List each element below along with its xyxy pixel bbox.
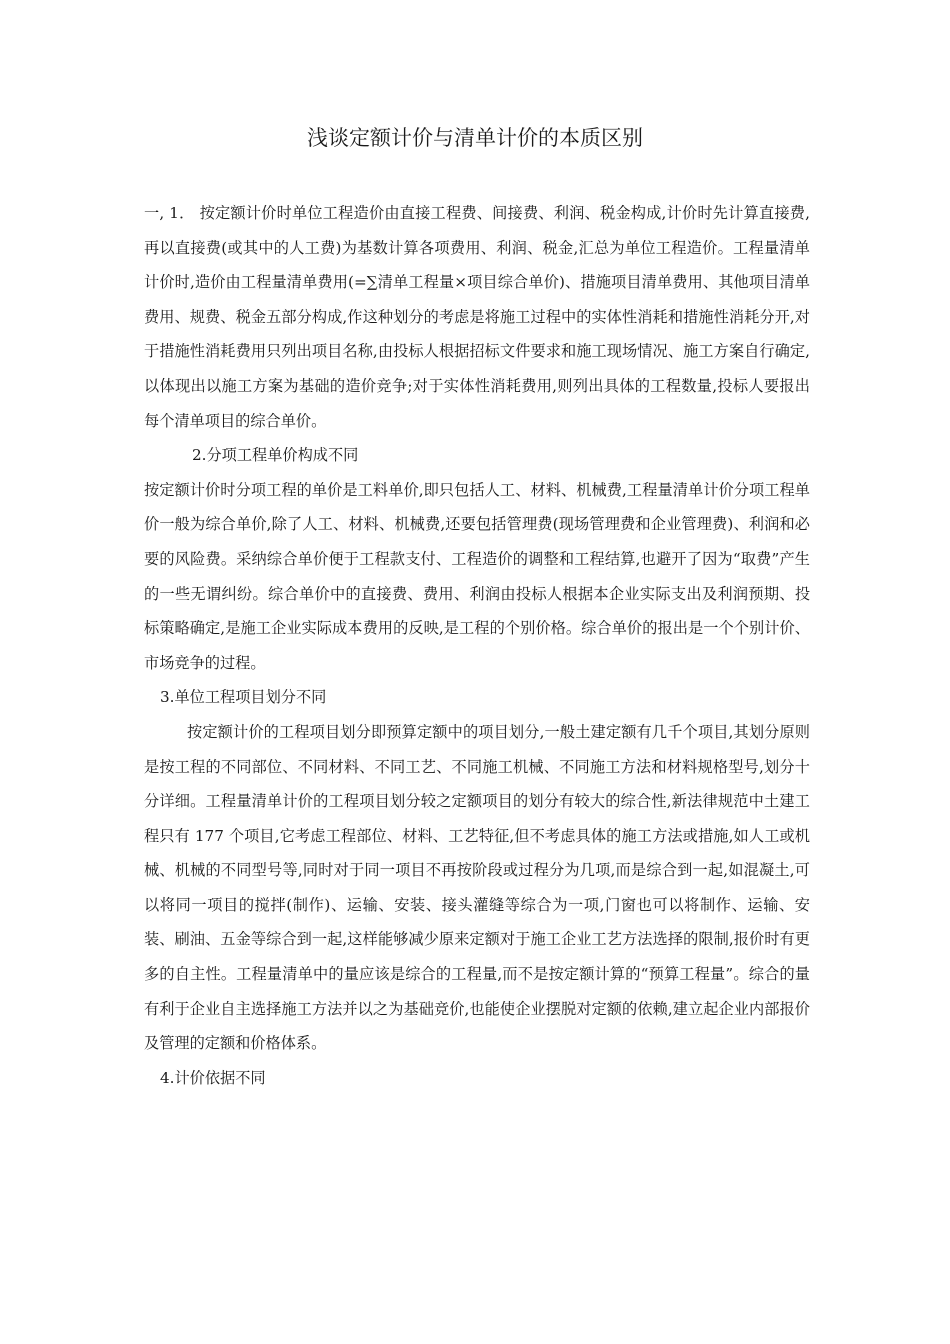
document-title: 浅谈定额计价与清单计价的本质区别 [307, 126, 643, 150]
paragraph-2: 按定额计价时分项工程的单价是工料单价,即只包括人工、材料、机械费,工程量清单计价分项工程单价一般为综合单价,除了人工、材料、机械费,还要包括管理费(现场管理费和企业管理费)、利润和必要的风险费。采纳综合单价便于工程款支付、工程造价的调整和工程结算,也避开了因为“取费”产生的一些无谓纠纷。综合单价中的直接费、费用、利润由投标人根据本企业实际支出及利润预期、投标策略确定,是施工企业实际成本费用的反映,是工程的个别价格。综合单价的报出是一个个别计价、市场竞争的过程。 [144, 480, 810, 672]
paragraph-1: 一, 1． 按定额计价时单位工程造价由直接工程费、间接费、利润、税金构成,计价时先计算直接费,再以直接费(或其中的人工费)为基数计算各项费用、利润、税金,汇总为单位工程造价。工程量清单计价时,造价由工程量清单费用(=∑清单工程量×项目综合单价)、措施项目清单费用、其他项目清单费用、规费、税金五部分构成,作这种划分的考虑是将施工过程中的实体性消耗和措施性消耗分开,对于措施性消耗费用只列出项目名称,由投标人根据招标文件要求和施工现场情况、施工方案自行确定,以体现出以施工方案为基础的造价竞争;对于实体性消耗费用,则列出具体的工程数量,投标人要报出每个清单项目的综合单价。 [144, 204, 810, 430]
paragraph-3: 按定额计价的工程项目划分即预算定额中的项目划分,一般土建定额有几千个项目,其划分原则是按工程的不同部位、不同材料、不同工艺、不同施工机械、不同施工方法和材料规格型号,划分十分详细。工程量清单计价的工程项目划分较之定额项目的划分有较大的综合性,新法律规范中土建工程只有 177 个项目,它考虑工程部位、材料、工艺特征,但不考虑具体的施工方法或措施,如人工或机械、机械的不同型号等,同时对于同一项目不再按阶段或过程分为几项,而是综合到一起,如混凝土,可以将同一项目的搅拌(制作)、运输、安装、接头灌缝等综合为一项,门窗也可以将制作、运输、安装、刷油、五金等综合到一起,这样能够减少原来定额对于施工企业工艺方法选择的限制,报价时有更多的自主性。工程量清单中的量应该是综合的工程量,而不是按定额计算的“预算工程量”。综合的量有利于企业自主选择施工方法并以之为基础竞价,也能使企业摆脱对定额的依赖,建立起企业内部报价及管理的定额和价格体系。 [144, 722, 810, 1053]
section-heading-2: 2.分项工程单价构成不同 [192, 446, 359, 465]
document-body [144, 196, 810, 1095]
section-heading-3: 3.单位工程项目划分不同 [160, 688, 327, 707]
section-heading-4: 4.计价依据不同 [160, 1068, 266, 1087]
